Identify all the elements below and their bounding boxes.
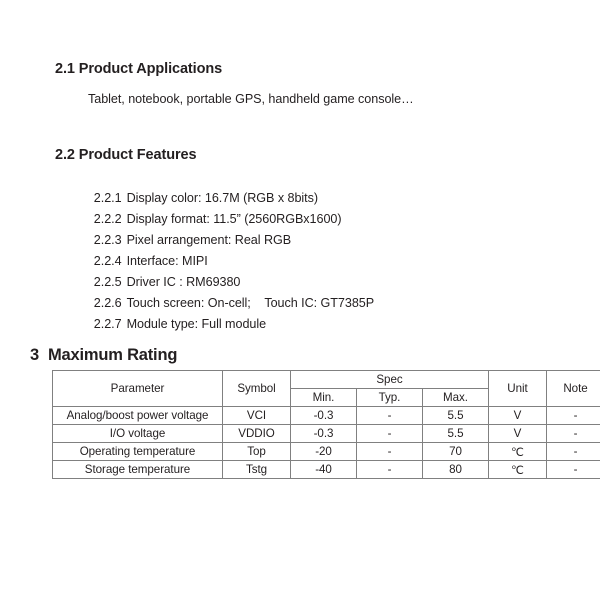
cell-unit: V bbox=[489, 425, 547, 443]
table-row bbox=[53, 461, 600, 479]
section-heading-product-applications: 2.1 Product Applications bbox=[55, 61, 223, 77]
cell-parameter: Operating temperature bbox=[53, 443, 223, 461]
section-number: 3 bbox=[30, 346, 39, 364]
header-typ: Typ. bbox=[357, 389, 423, 407]
cell-parameter: I/O voltage bbox=[53, 425, 223, 443]
table-header-row-top bbox=[53, 371, 600, 389]
feature-item-7 bbox=[80, 303, 266, 345]
cell-unit: ℃ bbox=[489, 461, 547, 479]
table-header bbox=[53, 371, 600, 407]
cell-symbol: VDDIO bbox=[223, 425, 291, 443]
cell-max: 5.5 bbox=[423, 425, 489, 443]
feature-text-1: Display color: 16.7M (RGB x 8bits) bbox=[126, 191, 319, 205]
cell-unit: V bbox=[489, 407, 547, 425]
cell-symbol: Tstg bbox=[223, 461, 291, 479]
header-parameter: Parameter bbox=[53, 371, 223, 407]
feature-index-5: 2.2.5 bbox=[93, 275, 122, 289]
cell-note: - bbox=[547, 443, 600, 461]
feature-index-2: 2.2.2 bbox=[93, 212, 122, 226]
header-unit: Unit bbox=[489, 371, 547, 407]
table-body bbox=[53, 407, 600, 479]
maximum-rating-table bbox=[52, 370, 600, 479]
feature-index-7: 2.2.7 bbox=[93, 317, 122, 331]
cell-parameter: Analog/boost power voltage bbox=[53, 407, 223, 425]
cell-min: -40 bbox=[291, 461, 357, 479]
feature-text-2: Display format: 11.5” (2560RGBx1600) bbox=[126, 212, 342, 226]
feature-index-1: 2.2.1 bbox=[93, 191, 122, 205]
feature-index-3: 2.2.3 bbox=[93, 233, 122, 247]
table-row bbox=[53, 425, 600, 443]
cell-symbol: VCI bbox=[223, 407, 291, 425]
feature-text-6: Touch screen: On-cell; Touch IC: GT7385P bbox=[126, 296, 375, 310]
cell-max: 80 bbox=[423, 461, 489, 479]
feature-text-3: Pixel arrangement: Real RGB bbox=[126, 233, 292, 247]
cell-unit: ℃ bbox=[489, 443, 547, 461]
cell-note: - bbox=[547, 461, 600, 479]
cell-min: -0.3 bbox=[291, 425, 357, 443]
table-row bbox=[53, 407, 600, 425]
cell-note: - bbox=[547, 407, 600, 425]
section-title: Maximum Rating bbox=[47, 346, 178, 364]
cell-max: 70 bbox=[423, 443, 489, 461]
cell-typ: - bbox=[357, 461, 423, 479]
header-max: Max. bbox=[423, 389, 489, 407]
section-heading-maximum-rating bbox=[30, 346, 177, 365]
cell-max: 5.5 bbox=[423, 407, 489, 425]
feature-index-4: 2.2.4 bbox=[93, 254, 122, 268]
cell-parameter: Storage temperature bbox=[53, 461, 223, 479]
cell-min: -0.3 bbox=[291, 407, 357, 425]
cell-typ: - bbox=[357, 407, 423, 425]
feature-index-6: 2.2.6 bbox=[93, 296, 122, 310]
feature-text-5: Driver IC : RM69380 bbox=[126, 275, 241, 289]
cell-typ: - bbox=[357, 425, 423, 443]
cell-typ: - bbox=[357, 443, 423, 461]
cell-symbol: Top bbox=[223, 443, 291, 461]
header-symbol: Symbol bbox=[223, 371, 291, 407]
feature-text-4: Interface: MIPI bbox=[126, 254, 208, 268]
maximum-rating-table-wrapper bbox=[52, 370, 588, 479]
cell-min: -20 bbox=[291, 443, 357, 461]
section-heading-product-features: 2.2 Product Features bbox=[55, 147, 197, 163]
table-row bbox=[53, 443, 600, 461]
header-spec: Spec bbox=[291, 371, 489, 389]
feature-text-7: Module type: Full module bbox=[126, 317, 267, 331]
product-applications-paragraph: Tablet, notebook, portable GPS, handheld game console… bbox=[88, 92, 414, 106]
header-note: Note bbox=[547, 371, 600, 407]
cell-note: - bbox=[547, 425, 600, 443]
header-min: Min. bbox=[291, 389, 357, 407]
